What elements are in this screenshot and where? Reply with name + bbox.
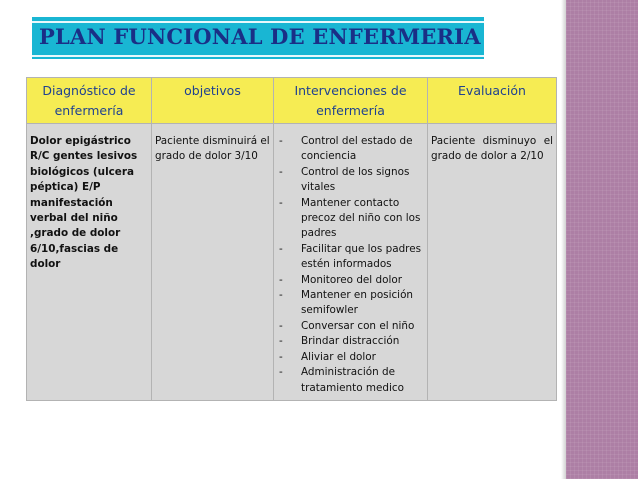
list-item [277, 288, 424, 319]
list-item [277, 365, 424, 396]
care-plan-table [26, 77, 557, 401]
bullet-dash: - [279, 165, 283, 178]
bullet-dash: - [279, 273, 283, 286]
intervention-text: Control de los signos vitales [301, 165, 410, 194]
bullet-dash: - [279, 366, 283, 379]
cell-intervenciones [274, 124, 428, 401]
decorative-sidebar [566, 0, 638, 479]
bullet-dash: - [279, 289, 283, 302]
title-banner [32, 17, 484, 59]
header-evaluacion: Evaluación [428, 78, 557, 124]
list-item [277, 319, 424, 334]
header-objetivos: objetivos [152, 78, 274, 124]
table-row [27, 124, 557, 401]
interventions-list [277, 134, 424, 396]
intervention-text: Conversar con el niño [301, 319, 415, 332]
bullet-dash: - [279, 350, 283, 363]
cell-diagnostico: Dolor epigástrico R/C gentes lesivos biológicos (ulcera péptica) E/P manifestación verbal del niño ,grado de dolor 6/10,fascias de dolor [27, 124, 152, 401]
header-diagnostico: Diagnóstico de enfermería [27, 78, 152, 124]
intervention-text: Mantener contacto precoz del niño con los padres [301, 196, 421, 240]
list-item [277, 334, 424, 349]
list-item [277, 165, 424, 196]
intervention-text: Mantener en posición semifowler [301, 289, 414, 317]
intervention-text: Facilitar que los padres estén informados [301, 242, 422, 271]
bullet-dash: - [279, 135, 283, 147]
bullet-dash: - [279, 319, 283, 332]
bullet-dash: - [279, 242, 283, 255]
header-intervenciones: Intervenciones de enfermería [274, 78, 428, 124]
bullet-dash: - [279, 335, 283, 348]
table-header-row [27, 78, 557, 124]
intervention-text: Aliviar el dolor [301, 350, 376, 363]
intervention-text: Monitoreo del dolor [301, 273, 402, 286]
intervention-text: Administración de tratamiento medico [301, 366, 404, 394]
bullet-dash: - [279, 196, 283, 209]
list-item [277, 242, 424, 273]
intervention-text: Brindar distracción [301, 335, 400, 348]
list-item [277, 273, 424, 288]
cell-objetivo: Paciente disminuirá el grado de dolor 3/10 [152, 124, 274, 401]
cell-evaluacion: Paciente disminuyo el grado de dolor a 2/10 [428, 124, 557, 401]
list-item [277, 350, 424, 365]
intervention-text: Control del estado de conciencia [301, 135, 413, 163]
list-item [277, 134, 424, 165]
list-item [277, 196, 424, 242]
page-title: PLAN FUNCIONAL DE ENFERMERIA [39, 24, 481, 49]
